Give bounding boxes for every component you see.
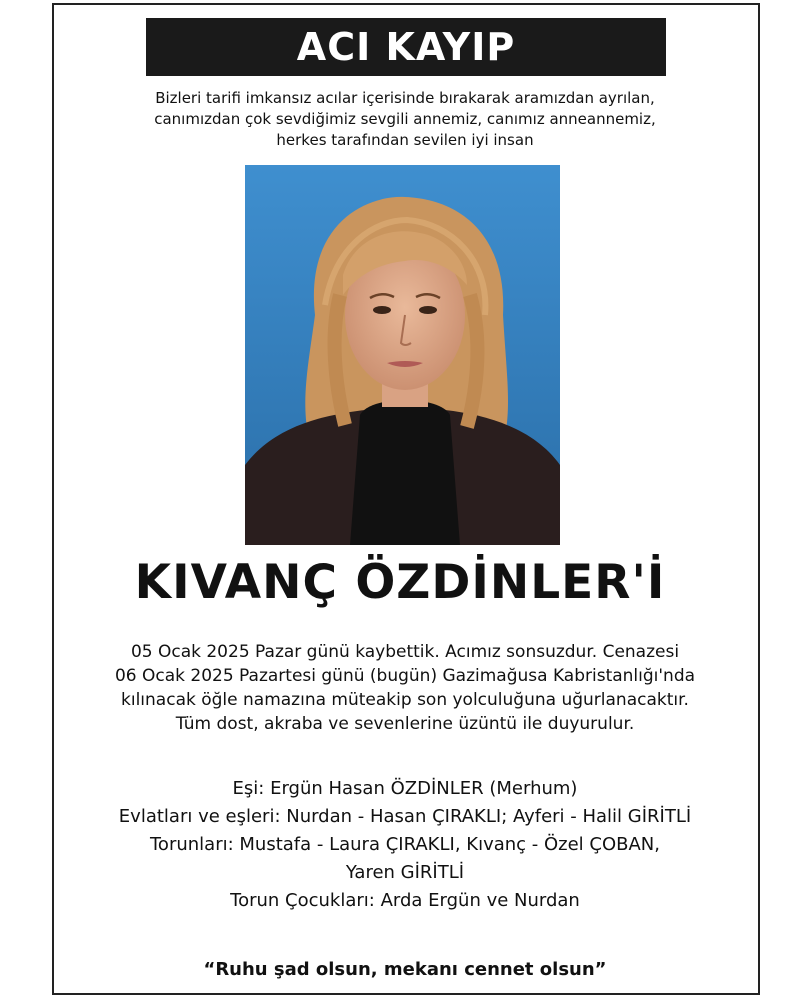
announcement-line: 05 Ocak 2025 Pazar günü kaybettik. Acımız sonsuzdur. Cenazesi — [130, 642, 680, 662]
intro-line: canımızdan çok sevdiğimiz sevgili annemiz, canımız anneannemiz, — [154, 110, 656, 128]
portrait-photo — [245, 165, 560, 545]
deceased-name: KIVANÇ ÖZDİNLER'İ — [134, 555, 666, 610]
family-line-grandchildren-cont: Yaren GİRİTLİ — [345, 862, 465, 883]
intro-text — [60, 88, 750, 151]
header-title: ACI KAYIP — [296, 25, 516, 69]
intro-line: herkes tarafından sevilen iyi insan — [276, 131, 534, 149]
closing-prayer: “Ruhu şad olsun, mekanı cennet olsun” — [203, 959, 607, 980]
announcement-text — [60, 640, 750, 736]
family-line-spouse: Eşi: Ergün Hasan ÖZDİNLER (Merhum) — [232, 778, 578, 799]
family-line-children: Evlatları ve eşleri: Nurdan - Hasan ÇIRAKLI; Ayferi - Halil GİRİTLİ — [118, 806, 692, 827]
announcement-line: 06 Ocak 2025 Pazartesi günü (bugün) Gazimağusa Kabristanlığı'nda — [114, 666, 696, 686]
intro-line: Bizleri tarifi imkansız acılar içerisinde bırakarak aramızdan ayrılan, — [155, 89, 655, 107]
family-list — [60, 775, 750, 915]
announcement-line: kılınacak öğle namazına müteakip son yolculuğuna uğurlanacaktır. — [121, 690, 689, 710]
family-line-grandchildren: Torunları: Mustafa - Laura ÇIRAKLI, Kıvanç - Özel ÇOBAN, — [150, 834, 660, 855]
header-banner — [146, 18, 666, 76]
announcement-line: Tüm dost, akraba ve sevenlerine üzüntü ile duyurulur. — [175, 714, 635, 734]
family-line-great-grandchildren: Torun Çocukları: Arda Ergün ve Nurdan — [230, 890, 580, 911]
